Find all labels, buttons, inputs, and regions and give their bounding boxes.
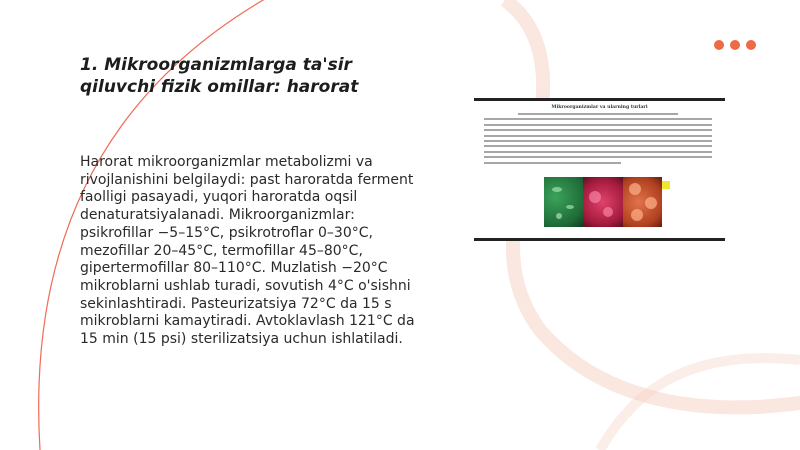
dot bbox=[714, 40, 724, 50]
embedded-document-image bbox=[474, 98, 725, 241]
bacteria-photo-orange bbox=[623, 177, 662, 227]
microorganism-photos bbox=[544, 177, 662, 227]
three-dots-icon bbox=[714, 40, 756, 50]
slide-body-text: Harorat mikroorganizmlar metabolizmi va rivojlanishini belgilaydi: past haroratda ferment faolligi pasayadi, yuqori haroratda oqsil denaturatsiyalanadi. Mikroorganizmlar: psikrofillar −5–15°C, psikrotroflar 0–30°C, mezofillar 20–45°C, termofillar 45–80°C, gipertermofillar 80–110°C. Muzlatish −20°C mikroblarni ushlab turadi, sovutish 4°C o'sishni sekinlashtiradi. Pasteurizatsiya 72°C da 15 s mikroblarni kamaytiradi. Avtoklavlash 121°C da 15 min (15 psi) sterilizatsiya uchun ishlatiladi. bbox=[80, 154, 415, 348]
dot bbox=[730, 40, 740, 50]
document-text-lines bbox=[484, 113, 712, 167]
document-heading: Mikroorganizmlar va ularning turlari bbox=[551, 105, 648, 110]
highlight-marker bbox=[662, 181, 670, 189]
dot bbox=[746, 40, 756, 50]
bacteria-photo-red bbox=[583, 177, 622, 227]
bacteria-photo-green bbox=[544, 177, 583, 227]
slide-title: 1. Mikroorganizmlarga ta'sir qiluvchi fizik omillar: harorat bbox=[80, 55, 359, 97]
